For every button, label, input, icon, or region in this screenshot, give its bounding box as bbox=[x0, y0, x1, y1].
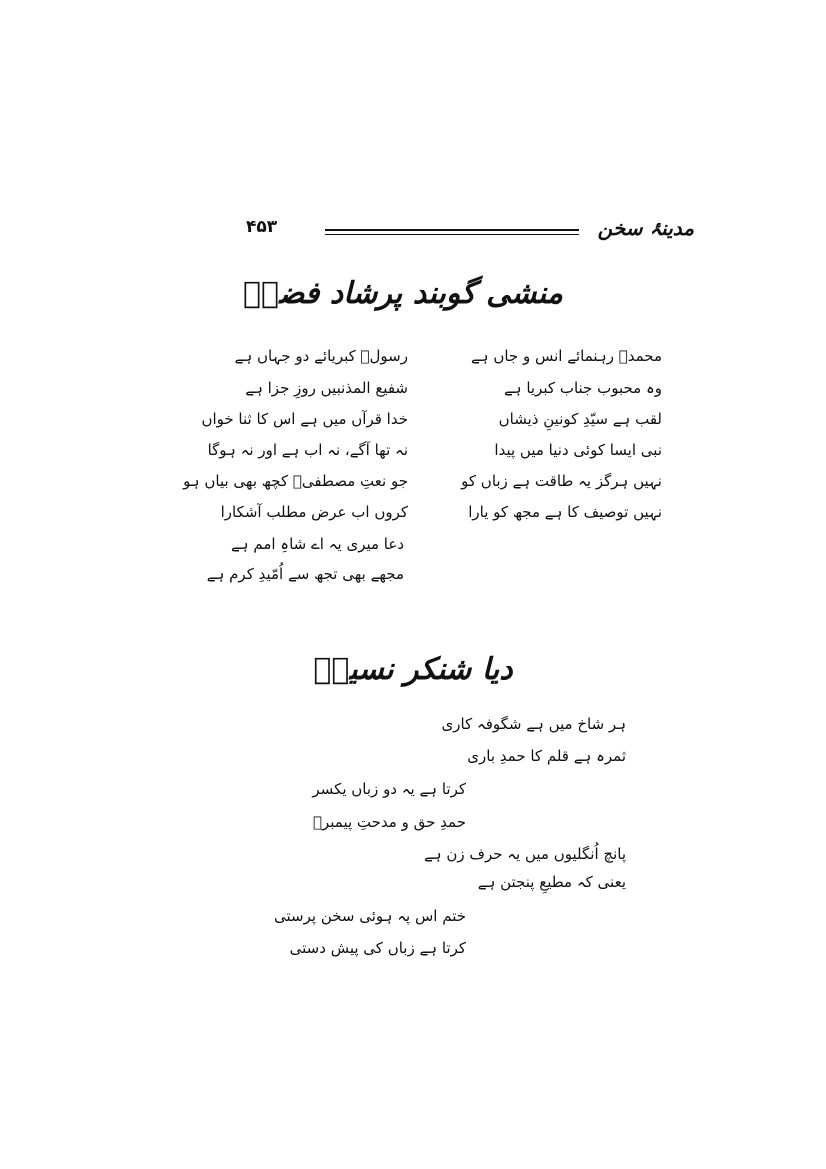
verse-line: خدا قرآں میں ہے اس کا ثنا خواں bbox=[201, 410, 408, 428]
header-rule-thick bbox=[325, 229, 579, 231]
verse-line: کرتا ہے زباں کی پیش دستی bbox=[289, 939, 466, 957]
verse-line: شفیع المذنبیں روزِ جزا ہے bbox=[245, 379, 408, 397]
verse-line: نہیں ہرگز یہ طاقت ہے زباں کو bbox=[461, 472, 662, 490]
page-number: ۴۵۳ bbox=[246, 217, 278, 237]
verse-line: رسولؐ کبریائے دو جہاں ہے bbox=[234, 347, 408, 365]
verse-line: جو نعتِ مصطفیؐ کچھ بھی بیاں ہو bbox=[183, 472, 408, 490]
verse-line: نہ تھا آگے، نہ اب ہے اور نہ ہوگا bbox=[207, 441, 408, 459]
verse-line: نہیں توصیف کا ہے مجھ کو یارا bbox=[468, 503, 662, 521]
verse-line: ہر شاخ میں ہے شگوفہ کاری bbox=[441, 715, 626, 733]
poem-1-title: منشی گوبند پرشاد فضاؔ bbox=[242, 276, 563, 311]
closing-verse-line: مجھے بھی تجھ سے اُمّیدِ کرم ہے bbox=[206, 565, 404, 583]
verse-line: محمدؐ رہنمائے انس و جاں ہے bbox=[470, 347, 662, 365]
verse-line: حمدِ حق و مدحتِ پیمبرؐ bbox=[312, 813, 466, 831]
verse-line: کرتا ہے یہ دو زباں یکسر bbox=[312, 780, 466, 798]
verse-line: لقب ہے سیّدِ کونینِ ذیشاں bbox=[498, 410, 662, 428]
verse-line: یعنی کہ مطیعِ پنجتن ہے bbox=[477, 873, 626, 891]
running-head: مدینۂ سخن bbox=[597, 216, 694, 240]
verse-line: کروں اب عرض مطلب آشکارا bbox=[220, 503, 408, 521]
verse-line: پانچ اُنگلیوں میں یہ حرف زن ہے bbox=[424, 845, 626, 863]
verse-line: وہ محبوب جناب کبریا ہے bbox=[504, 379, 662, 397]
poem-2-title: دیا شنکر نسیمؔ bbox=[313, 652, 513, 687]
verse-line: ختم اس پہ ہوئی سخن پرستی bbox=[274, 907, 466, 925]
closing-verse-line: دعا میری یہ اے شاہِ امم ہے bbox=[231, 535, 404, 553]
verse-line: ثمرہ ہے قلم کا حمدِ باری bbox=[467, 747, 626, 765]
verse-line: نبی ایسا کوئی دنیا میں پیدا bbox=[494, 441, 662, 459]
header-rule-thin bbox=[325, 234, 579, 235]
